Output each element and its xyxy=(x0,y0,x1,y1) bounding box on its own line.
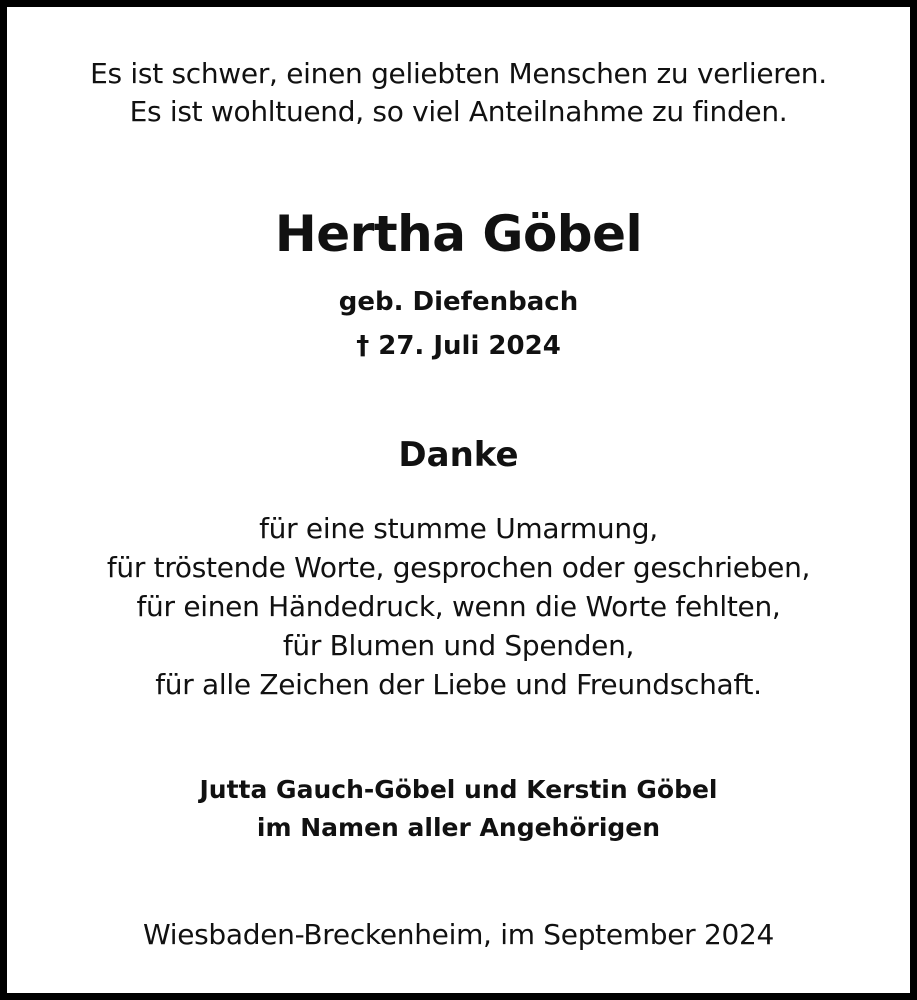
thanks-line: für eine stumme Umarmung, xyxy=(259,512,658,545)
deceased-name: Hertha Göbel xyxy=(274,205,643,263)
signoff-family: im Namen aller Angehörigen xyxy=(256,813,661,842)
thanks-line: für tröstende Worte, gesprochen oder geschrieben, xyxy=(106,551,811,584)
thanks-line: für einen Händedruck, wenn die Worte fehlten, xyxy=(136,590,781,623)
thanks-line: für alle Zeichen der Liebe und Freundschaft. xyxy=(155,668,762,701)
intro-line-2: Es ist wohltuend, so viel Anteilnahme zu finden. xyxy=(129,95,788,128)
intro-line-1: Es ist schwer, einen geliebten Menschen zu verlieren. xyxy=(90,57,827,90)
thanks-heading: Danke xyxy=(398,435,519,475)
death-date: † 27. Juli 2024 xyxy=(356,331,561,361)
place-date: Wiesbaden-Breckenheim, im September 2024 xyxy=(142,918,775,951)
signoff-names: Jutta Gauch-Göbel und Kerstin Göbel xyxy=(199,775,718,804)
thanks-line: für Blumen und Spenden, xyxy=(282,629,635,662)
birth-name: geb. Diefenbach xyxy=(338,287,579,317)
